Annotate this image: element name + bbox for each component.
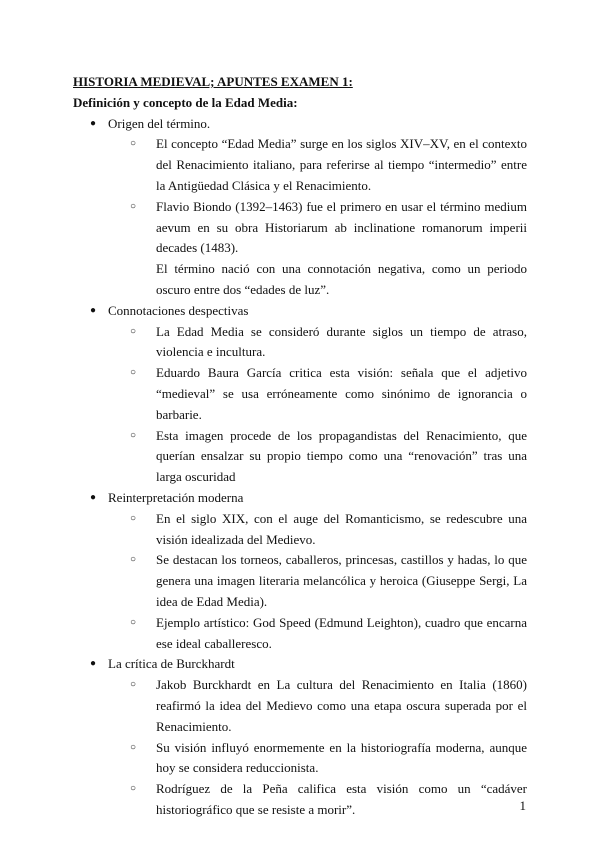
- item-text: Eduardo Baura García critica esta visión: señala que el adjetivo “medieval” se usa erróneamente como sinónimo de ignorancia o barbarie.: [156, 365, 527, 422]
- item-text: Se destacan los torneos, caballeros, princesas, castillos y hadas, lo que genera una imagen literaria melancólica y heroica (Giuseppe Sergi, La idea de Edad Media).: [156, 552, 527, 609]
- hollow-bullet-icon: ○: [130, 429, 137, 441]
- hollow-bullet-icon: ○: [130, 783, 137, 795]
- section-subtitle: Definición y concepto de la Edad Media:: [73, 94, 298, 110]
- section-heading: La crítica de Burckhardt: [108, 656, 235, 672]
- list-item-burckhardt: [86, 654, 527, 820]
- hollow-bullet-icon: ○: [130, 512, 137, 524]
- sub-list-item: [130, 675, 527, 737]
- sub-list-item: [130, 134, 527, 196]
- list-item-reinterpretacion: [86, 488, 527, 654]
- sub-list-item: [130, 613, 527, 655]
- hollow-bullet-icon: ○: [130, 616, 137, 628]
- item-text: Rodríguez de la Peña califica esta visión como un “cadáver historiográfico que se resiste a morir”.: [156, 781, 527, 817]
- item-text: Jakob Burckhardt en La cultura del Renacimiento en Italia (1860) reafirmó la idea del Medievo como una etapa oscura superada por el Renacimiento.: [156, 677, 527, 734]
- sub-list: [108, 675, 527, 821]
- item-extra-text: El término nació con una connotación negativa, como un periodo oscuro entre dos “edades de luz”.: [156, 261, 527, 297]
- page-number: 1: [519, 798, 526, 813]
- sub-list: [108, 322, 527, 488]
- sub-list: [108, 134, 527, 300]
- sub-list-item: [130, 738, 527, 780]
- sub-list-item: [130, 322, 527, 364]
- hollow-bullet-icon: ○: [130, 741, 137, 753]
- section-heading: Reinterpretación moderna: [108, 489, 244, 505]
- section-heading: Connotaciones despectivas: [108, 302, 249, 318]
- list-item-connotaciones: [86, 301, 527, 488]
- document-title: HISTORIA MEDIEVAL; APUNTES EXAMEN 1:: [73, 74, 353, 89]
- sub-list-item: [130, 426, 527, 488]
- hollow-bullet-icon: ○: [130, 325, 137, 337]
- main-list: [73, 114, 527, 821]
- item-text: En el siglo XIX, con el auge del Romanticismo, se redescubre una visión idealizada del Medievo.: [156, 510, 527, 547]
- hollow-bullet-icon: ○: [130, 200, 137, 212]
- sub-list: [108, 509, 527, 655]
- hollow-bullet-icon: ○: [130, 554, 137, 566]
- item-text: Esta imagen procede de los propagandistas del Renacimiento, que querían ensalzar su propio tiempo como una “renovación” tras una larga oscuridad: [156, 427, 527, 485]
- sub-list-item: [130, 363, 527, 425]
- filled-bullet-icon: ●: [90, 117, 97, 129]
- item-text: La Edad Media se consideró durante siglos un tiempo de atraso, violencia e incultura.: [156, 323, 527, 360]
- hollow-bullet-icon: ○: [130, 679, 137, 691]
- sub-list-item: [130, 779, 527, 821]
- section-heading: Origen del término.: [108, 115, 211, 131]
- item-text: El concepto “Edad Media” surge en los siglos XIV–XV, en el contexto del Renacimiento italiano, para referirse al tiempo “intermedio” entre la Antigüedad Clásica y el Renacimiento.: [156, 136, 527, 193]
- filled-bullet-icon: ●: [90, 304, 97, 316]
- sub-list-item: [130, 197, 527, 301]
- item-text: Su visión influyó enormemente en la historiografía moderna, aunque hoy se considera reduccionista.: [156, 739, 527, 776]
- filled-bullet-icon: ●: [90, 658, 97, 670]
- sub-list-item: [130, 550, 527, 612]
- hollow-bullet-icon: ○: [130, 138, 137, 150]
- sub-list-item: [130, 509, 527, 551]
- item-text: Flavio Biondo (1392–1463) fue el primero en usar el término medium aevum en su obra Historiarum ab inclinatione romanorum imperii decades (1483).: [156, 198, 527, 256]
- item-text: Ejemplo artístico: God Speed (Edmund Leighton), cuadro que encarna ese ideal caballeresco.: [156, 614, 527, 651]
- list-item-origen: [86, 114, 527, 301]
- filled-bullet-icon: ●: [90, 491, 97, 503]
- hollow-bullet-icon: ○: [130, 367, 137, 379]
